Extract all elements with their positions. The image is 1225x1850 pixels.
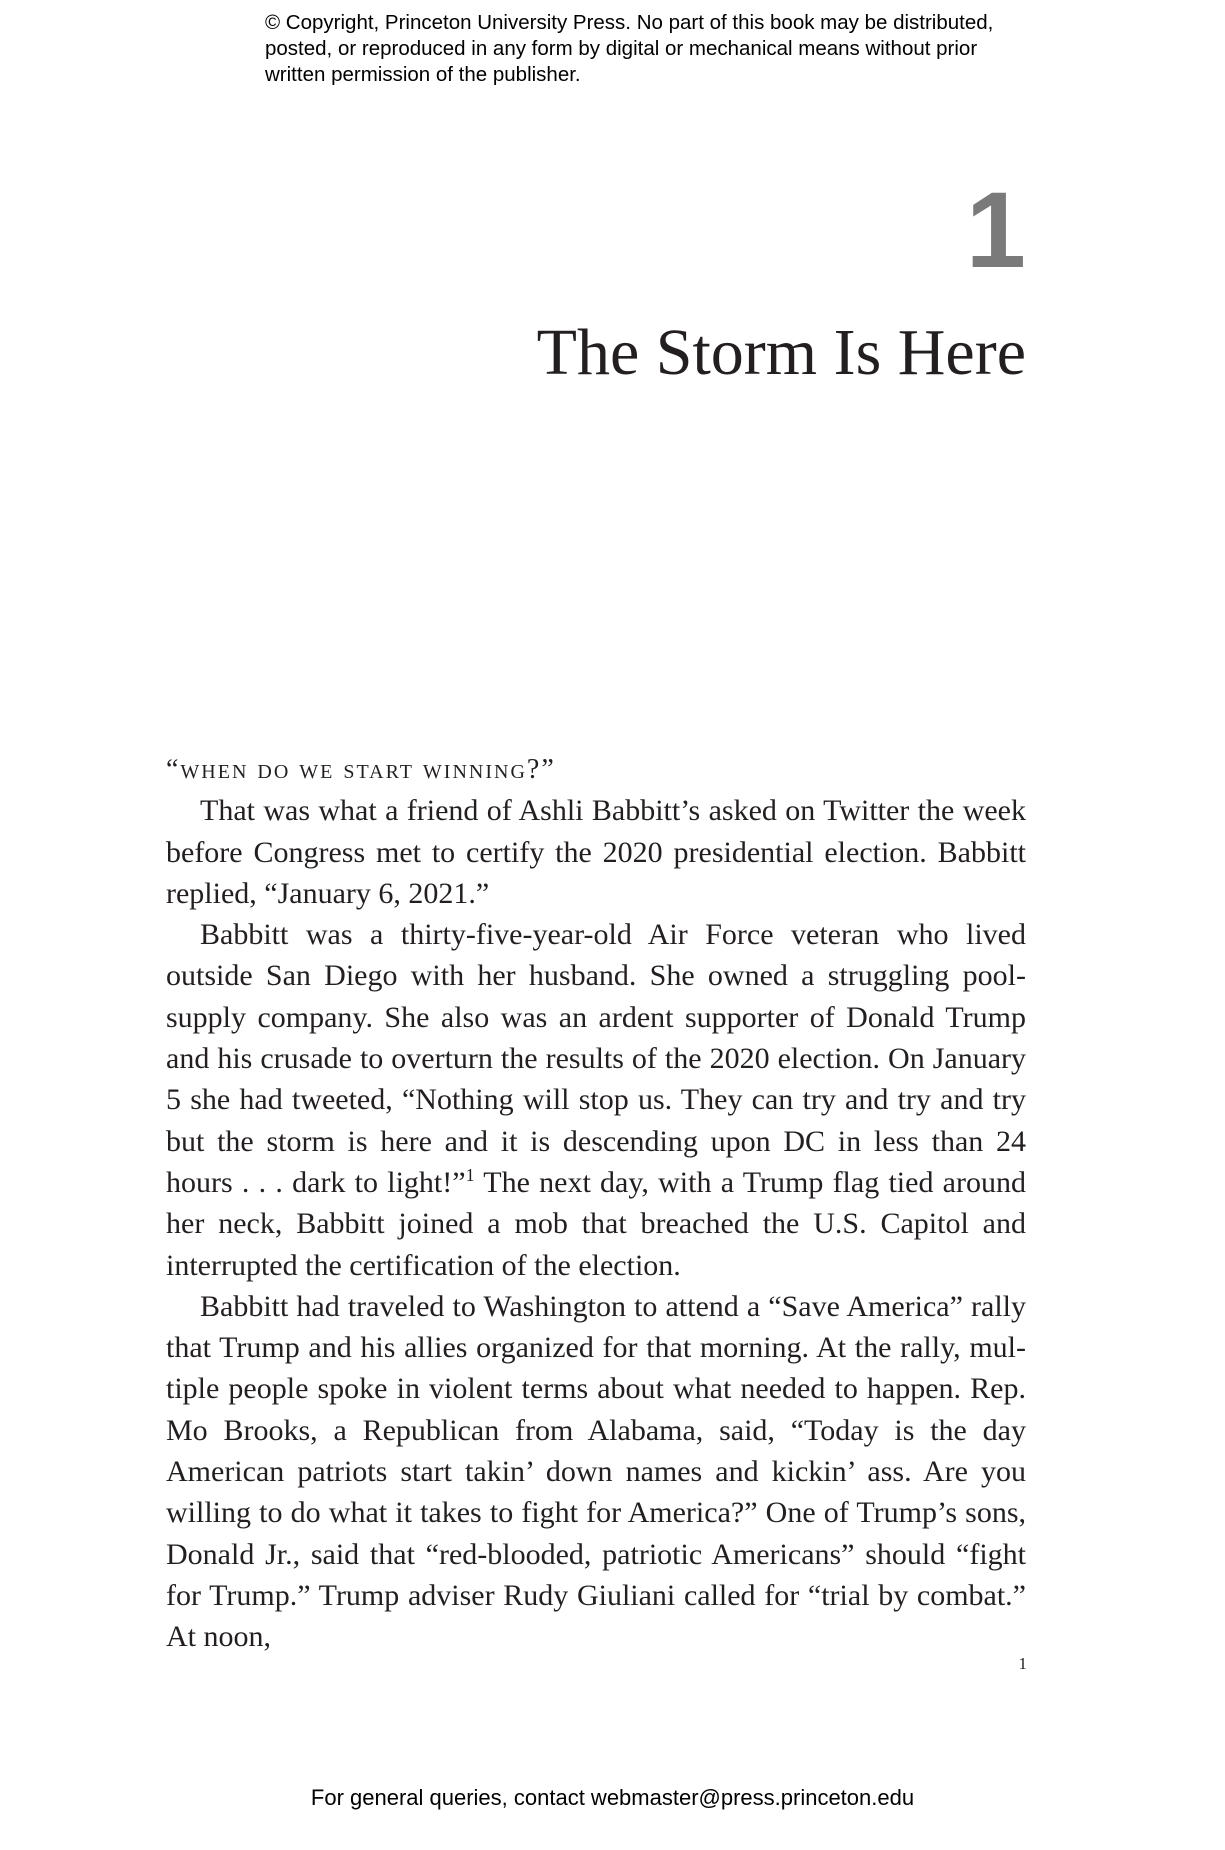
opening-line bbox=[166, 748, 1026, 790]
chapter-title: The Storm Is Here bbox=[536, 316, 1026, 389]
page-number: 1 bbox=[1018, 1654, 1027, 1673]
paragraph-text: The next day, with a Trump flag tied around her neck, Babbitt joined a mob that breached the U.S. Capitol and interrupted the certification of the election. bbox=[166, 1165, 1026, 1282]
paragraph: Babbitt had traveled to Washington to attend a “Save America” rally that Trump and his allies organized for that morning. At the rally, multiple people spoke in violent terms about what needed to happen. Rep. Mo Brooks, a Republican from Alabama, said, “Today is the day American patriots start takin’ down names and kickin’ ass. Are you willing to do what it takes to fight for America?” One of Trump’s sons, Donald Jr., said that “red-blooded, patriotic Americans” should “fight for Trump.” Trump adviser Rudy Giuliani called for “trial by combat.” At noon, bbox=[166, 1289, 1026, 1654]
paragraph-text: Babbitt was a thirty-five-year-old Air Force veteran who lived outside San Diego with her husband. She owned a struggling pool-supply company. She also was an ardent supporter of Donald Trump and his crusade to overturn the results of the 2020 election. On January 5 she had tweeted, “Nothing will stop us. They can try and try and try but the storm is here and it is descending upon DC in less than 24 hours . . . dark to light!” bbox=[166, 918, 1026, 1199]
paragraph bbox=[166, 914, 1026, 1286]
contact-footer: For general queries, contact webmaster@press.princeton.edu bbox=[310, 1785, 915, 1810]
opening-quote: “when do we start winning?” bbox=[166, 754, 556, 785]
footnote-marker[interactable]: 1 bbox=[465, 1164, 475, 1185]
paragraph: That was what a friend of Ashli Babbitt’s asked on Twitter the week before Congress met to certify the 2020 presidential election. Babbitt replied, “January 6, 2021.” bbox=[166, 794, 1026, 910]
chapter-number: 1 bbox=[965, 169, 1026, 290]
body-text bbox=[166, 748, 1026, 1658]
copyright-notice: © Copyright, Princeton University Press. No part of this book may be distributed, posted, or reproduced in any form by digital or mechanical means without prior written permission of the publisher. bbox=[265, 11, 994, 86]
